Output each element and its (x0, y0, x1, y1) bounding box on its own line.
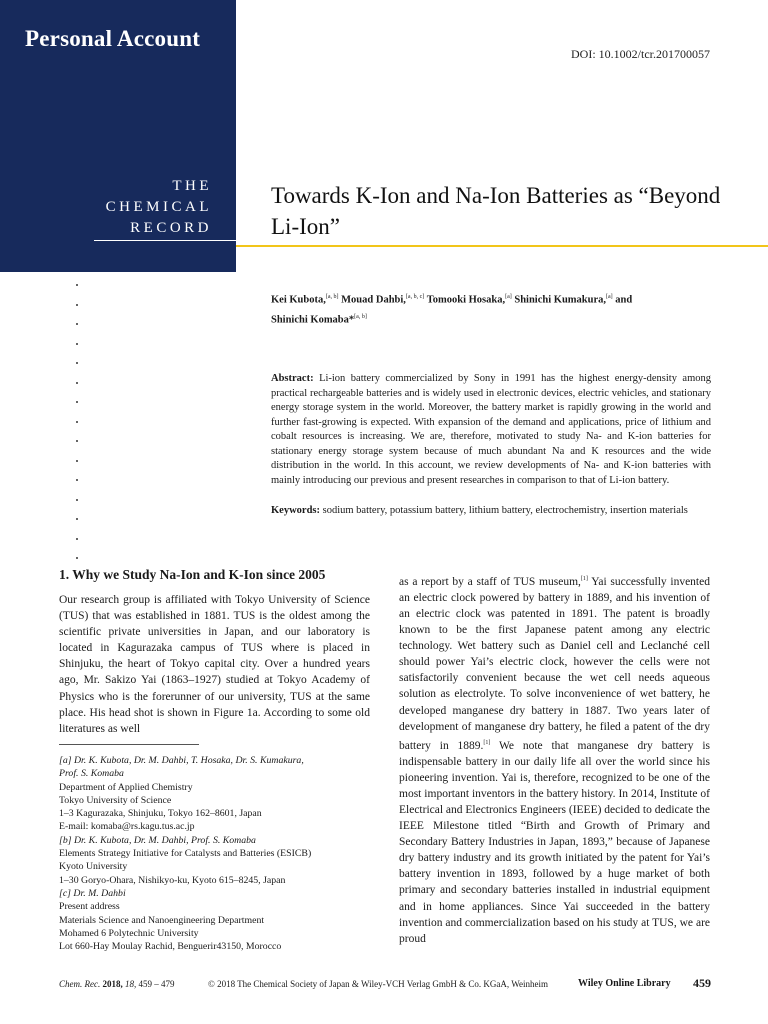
page-number: 459 (693, 976, 711, 990)
footnote-line: Tokyo University of Science (59, 794, 172, 806)
footnote-line: [a] Dr. K. Kubota, Dr. M. Dahbi, T. Hosaka, Dr. S. Kumakura, (59, 755, 304, 766)
footnote-line: Present address (59, 901, 120, 913)
footnote-line: Prof. S. Komaba (59, 768, 124, 780)
footnote-line: 1–3 Kagurazaka, Shinjuku, Tokyo 162–8601, Japan (59, 808, 262, 820)
section-heading: 1. Why we Study Na-Ion and K-Ion since 2005 (59, 567, 326, 582)
journal-name-line: RECORD (130, 220, 212, 236)
journal-name (106, 176, 212, 239)
reference-citation[interactable]: [1] (483, 739, 491, 746)
citation-volume: 18, (124, 979, 137, 989)
author-name: Kei Kubota, (271, 294, 326, 306)
author-affiliation: [a, b] (354, 313, 367, 320)
journal-name-line: THE (172, 178, 212, 194)
article-title: Towards K-Ion and Na-Ion Batteries as “Beyond Li-Ion” (271, 183, 721, 239)
author-name: Shinichi Komaba* (271, 314, 355, 325)
citation-pages: 459 – 479 (138, 979, 175, 989)
body-paragraph (399, 571, 710, 947)
author-name: Shinichi Kumakura, (514, 294, 606, 306)
body-text-run: as a report by a staff of TUS museum, (399, 575, 581, 588)
abstract (271, 372, 711, 488)
doi-link[interactable]: DOI: 10.1002/tcr.201700057 (571, 47, 710, 61)
footnote-line: 1–30 Goryo-Ohara, Nishikyo-ku, Kyoto 615–8245, Japan (59, 874, 286, 886)
body-text-run: We note that manganese dry battery is indispensable battery in our daily life all over the world since his pioneering invention. Yai is, therefore, recognized to be one of the most important inventors in the battery history. In 2014, Institute of Electrical and Electronics Engineers (IEEE) decided to dedicate the IEEE Milestone titled “Birth and Growth of Primary and Secondary Battery Industries in Japan, 1893,” because of Japanese dry battery industry and its growth initiated by the patent for Yai’s battery invention in 1893, followed by a huge market of both primary and secondary batteries installed in industrial equipment and in home appliances. Since Yai succeeded in the battery invention and commercialization based on his study at TUS, we are proud (399, 739, 711, 945)
keywords (271, 504, 711, 519)
footnote-line: Mohamed 6 Polytechnic University (59, 927, 199, 939)
journal-name-line: CHEMICAL (105, 199, 212, 215)
abstract-text: Li-ion battery commercialized by Sony in 1991 has the highest energy-density among practical rechargeable batteries and is widely used in electronic devices, electric vehicles, and stationary energy storage system in the world. Moreover, the battery market is rapidly growing in the world and further fast-growing is expected. With expansion of the demand and applications, price of lithium and cobalt resources is increasing. We are, therefore, motivated to study Na- and K-ion batteries for stationary energy storage system because of much abundant Na and K resources and the wide distribution in the world. In this account, we review developments of Na- and K-ion batteries with mainly introducing our previous and present researches in comparison to that of Li-ion battery. (271, 373, 711, 486)
left-column (59, 564, 370, 737)
author-affiliation: [a, b] (325, 294, 339, 300)
footnote-line: [b] Dr. K. Kubota, Dr. M. Dahbi, Prof. S. Komaba (59, 834, 256, 846)
footnote-line: Department of Applied Chemistry (59, 781, 193, 793)
author-affiliation: [a] (606, 294, 613, 300)
reference-citation[interactable]: [1] (580, 576, 588, 582)
journal-abbrev: Chem. Rec. (59, 979, 101, 989)
author-name: Tomooki Hosaka, (426, 294, 506, 306)
copyright-notice: © 2018 The Chemical Society of Japan & Wiley-VCH Verlag GmbH & Co. KGaA, Weinheim (208, 979, 549, 989)
affiliation-footnotes (59, 754, 370, 953)
footnote-line: [c] Dr. M. Dahbi (59, 887, 126, 899)
author-conjunction: and (615, 294, 633, 306)
footnote-rule (59, 744, 199, 745)
journal-rule (94, 240, 236, 241)
author-affiliation: [a, b, c] (405, 294, 425, 300)
author-list (271, 289, 716, 328)
section-label: Personal Account (25, 26, 201, 51)
footnote-line: Kyoto University (59, 861, 128, 873)
keywords-text: sodium battery, potassium battery, lithium battery, electrochemistry, insertion materials (322, 505, 688, 516)
footnote-line: E-mail: komaba@rs.kagu.tus.ac.jp (59, 821, 195, 833)
wiley-online-library-link[interactable]: Wiley Online Library (578, 978, 671, 989)
journal-banner (0, 0, 236, 272)
body-paragraph: Our research group is affiliated with Tokyo University of Science (TUS) that was established in 1881. TUS is the oldest among the scientific private universities in Japan, and our laboratory is located in Kagurazaka campus of TUS where is placed in Shinjuku, the heart of Tokyo capital city. Over a hundred years ago, Mr. Sakizo Yai (1863–1927) studied at Tokyo Academy of Physics who is the forerunner of our university, TUS at the same place. His head shot is shown in Figure 1a. According to some old literatures as well (59, 594, 370, 735)
abstract-label: Abstract: (271, 373, 314, 384)
margin-dots (76, 284, 80, 577)
right-column (399, 571, 710, 947)
title-accent-line (236, 245, 768, 247)
body-text-run: Yai successfully invented an electric clock powered by battery in 1889, and his invention of an electric clock was patented in 1891. The patent is broadly known to be the first Japanese patent among any electric technology. Wet battery such as Daniel cell and Leclanché cell should power Yai’s electric clock, however the cells were not satisfactorily convenient because the wet cell needs aqueous solution as electrolyte. To solve inconvenience of wet battery, he developed manganese dry battery in 1887. Two years later of development of manganese dry battery, he filed a patent of the dry battery in 1889. (399, 575, 710, 752)
footnote-line: Elements Strategy Initiative for Catalysts and Batteries (ESICB) (59, 848, 312, 860)
author-name: Mouad Dahbi, (341, 294, 406, 306)
keywords-label: Keywords: (271, 505, 320, 516)
author-affiliation: [a] (505, 294, 512, 300)
footnote-line: Materials Science and Nanoengineering Department (59, 914, 265, 926)
footnote-line: Lot 660-Hay Moulay Rachid, Benguerir43150, Morocco (59, 941, 282, 953)
page-footer (59, 977, 711, 991)
citation (59, 977, 174, 991)
citation-year: 2018, (102, 979, 123, 989)
